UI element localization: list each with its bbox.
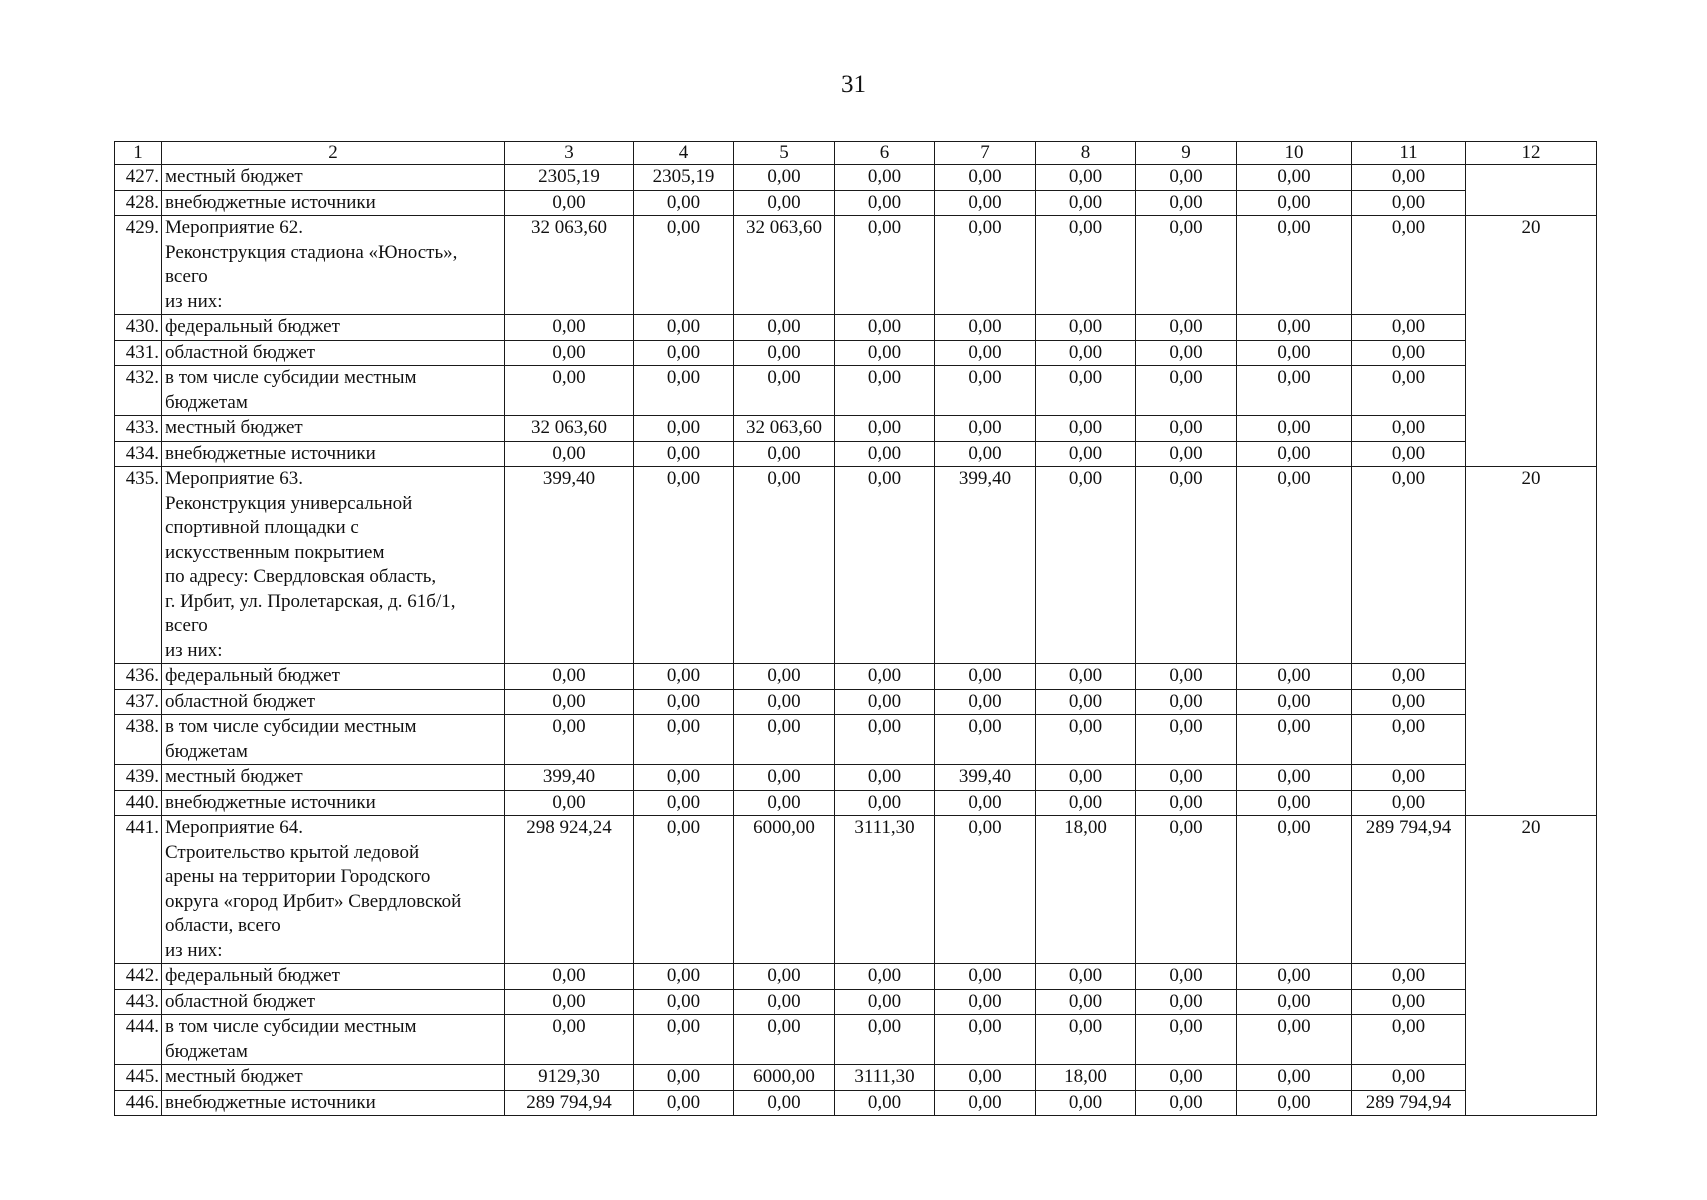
cell-value-col-12: [1466, 441, 1597, 467]
table-row: [115, 467, 1597, 664]
column-header: 11: [1352, 142, 1466, 165]
table-row: [115, 765, 1597, 791]
row-description: внебюджетные источники: [162, 1090, 505, 1116]
cell-value-col-12: [1466, 715, 1597, 765]
cell-value-col-11: 0,00: [1352, 765, 1466, 791]
cell-value-col-9: 0,00: [1136, 664, 1237, 690]
table-row: [115, 1065, 1597, 1091]
table-row: [115, 441, 1597, 467]
cell-value-col-10: 0,00: [1237, 216, 1352, 315]
cell-value-col-5: 0,00: [734, 689, 835, 715]
row-description: местный бюджет: [162, 765, 505, 791]
cell-value-col-4: 0,00: [634, 1015, 734, 1065]
cell-value-col-12: [1466, 765, 1597, 791]
cell-value-col-4: 0,00: [634, 664, 734, 690]
cell-value-col-4: 0,00: [634, 366, 734, 416]
cell-value-col-6: 0,00: [835, 416, 935, 442]
cell-value-col-8: 0,00: [1036, 964, 1136, 990]
table-row: [115, 165, 1597, 191]
cell-value-col-7: 0,00: [935, 689, 1036, 715]
cell-value-col-3: 0,00: [505, 689, 634, 715]
row-number: 433.: [115, 416, 162, 442]
cell-value-col-8: 0,00: [1036, 664, 1136, 690]
cell-value-col-10: 0,00: [1237, 441, 1352, 467]
cell-value-col-7: 0,00: [935, 366, 1036, 416]
cell-value-col-10: 0,00: [1237, 340, 1352, 366]
column-header: 3: [505, 142, 634, 165]
cell-value-col-7: 0,00: [935, 790, 1036, 816]
cell-value-col-10: 0,00: [1237, 165, 1352, 191]
cell-value-col-6: 0,00: [835, 441, 935, 467]
cell-value-col-8: 0,00: [1036, 1015, 1136, 1065]
row-description: федеральный бюджет: [162, 664, 505, 690]
cell-value-col-3: 32 063,60: [505, 216, 634, 315]
column-header: 6: [835, 142, 935, 165]
cell-value-col-12: [1466, 315, 1597, 341]
row-description: областной бюджет: [162, 989, 505, 1015]
row-number: 435.: [115, 467, 162, 664]
cell-value-col-10: 0,00: [1237, 964, 1352, 990]
cell-value-col-12: [1466, 416, 1597, 442]
cell-value-col-5: 0,00: [734, 964, 835, 990]
cell-value-col-4: 0,00: [634, 964, 734, 990]
cell-value-col-5: 6000,00: [734, 1065, 835, 1091]
cell-value-col-6: 0,00: [835, 216, 935, 315]
cell-value-col-9: 0,00: [1136, 441, 1237, 467]
cell-value-col-8: 0,00: [1036, 989, 1136, 1015]
cell-value-col-5: 0,00: [734, 715, 835, 765]
cell-value-col-9: 0,00: [1136, 989, 1237, 1015]
cell-value-col-7: 0,00: [935, 441, 1036, 467]
cell-value-col-9: 0,00: [1136, 190, 1237, 216]
cell-value-col-8: 0,00: [1036, 416, 1136, 442]
cell-value-col-11: 0,00: [1352, 216, 1466, 315]
row-number: 439.: [115, 765, 162, 791]
cell-value-col-4: 0,00: [634, 340, 734, 366]
cell-value-col-5: 0,00: [734, 765, 835, 791]
cell-value-col-4: 0,00: [634, 315, 734, 341]
cell-value-col-7: 0,00: [935, 816, 1036, 964]
cell-value-col-12: 20: [1466, 467, 1597, 664]
row-description: областной бюджет: [162, 689, 505, 715]
table-row: [115, 416, 1597, 442]
cell-value-col-9: 0,00: [1136, 964, 1237, 990]
cell-value-col-3: 399,40: [505, 467, 634, 664]
cell-value-col-12: [1466, 989, 1597, 1015]
row-number: 443.: [115, 989, 162, 1015]
cell-value-col-8: 0,00: [1036, 689, 1136, 715]
row-description: Мероприятие 64. Строительство крытой ледовой арены на территории Городского округа «город Ирбит» Свердловской области, всего из них:: [162, 816, 505, 964]
table-row: [115, 315, 1597, 341]
cell-value-col-11: 0,00: [1352, 664, 1466, 690]
cell-value-col-3: 2305,19: [505, 165, 634, 191]
column-header: 1: [115, 142, 162, 165]
row-number: 430.: [115, 315, 162, 341]
cell-value-col-9: 0,00: [1136, 416, 1237, 442]
cell-value-col-11: 289 794,94: [1352, 1090, 1466, 1116]
cell-value-col-3: 399,40: [505, 765, 634, 791]
cell-value-col-6: 0,00: [835, 989, 935, 1015]
cell-value-col-10: 0,00: [1237, 816, 1352, 964]
cell-value-col-3: 298 924,24: [505, 816, 634, 964]
cell-value-col-10: 0,00: [1237, 315, 1352, 341]
cell-value-col-9: 0,00: [1136, 689, 1237, 715]
row-description: в том числе субсидии местным бюджетам: [162, 366, 505, 416]
cell-value-col-6: 0,00: [835, 165, 935, 191]
cell-value-col-4: 2305,19: [634, 165, 734, 191]
cell-value-col-3: 0,00: [505, 315, 634, 341]
page-number: 31: [841, 71, 866, 98]
cell-value-col-3: 0,00: [505, 340, 634, 366]
cell-value-col-5: 6000,00: [734, 816, 835, 964]
table-row: [115, 366, 1597, 416]
cell-value-col-11: 0,00: [1352, 366, 1466, 416]
cell-value-col-6: 0,00: [835, 366, 935, 416]
table-row: [115, 216, 1597, 315]
cell-value-col-8: 0,00: [1036, 715, 1136, 765]
cell-value-col-10: 0,00: [1237, 664, 1352, 690]
cell-value-col-3: 0,00: [505, 1015, 634, 1065]
cell-value-col-9: 0,00: [1136, 366, 1237, 416]
cell-value-col-4: 0,00: [634, 715, 734, 765]
cell-value-col-6: 0,00: [835, 467, 935, 664]
cell-value-col-6: 0,00: [835, 715, 935, 765]
cell-value-col-3: 32 063,60: [505, 416, 634, 442]
cell-value-col-12: [1466, 790, 1597, 816]
cell-value-col-11: 0,00: [1352, 964, 1466, 990]
row-number: 432.: [115, 366, 162, 416]
cell-value-col-3: 9129,30: [505, 1065, 634, 1091]
table-row: [115, 1015, 1597, 1065]
cell-value-col-7: 0,00: [935, 715, 1036, 765]
cell-value-col-10: 0,00: [1237, 790, 1352, 816]
row-description: местный бюджет: [162, 416, 505, 442]
row-number: 434.: [115, 441, 162, 467]
cell-value-col-6: 0,00: [835, 790, 935, 816]
cell-value-col-8: 0,00: [1036, 1090, 1136, 1116]
cell-value-col-6: 0,00: [835, 664, 935, 690]
cell-value-col-7: 399,40: [935, 467, 1036, 664]
cell-value-col-7: 0,00: [935, 1065, 1036, 1091]
cell-value-col-4: 0,00: [634, 989, 734, 1015]
cell-value-col-9: 0,00: [1136, 816, 1237, 964]
cell-value-col-11: 0,00: [1352, 689, 1466, 715]
cell-value-col-8: 0,00: [1036, 340, 1136, 366]
table-row: [115, 190, 1597, 216]
table-row: [115, 689, 1597, 715]
cell-value-col-11: 0,00: [1352, 989, 1466, 1015]
cell-value-col-5: 32 063,60: [734, 416, 835, 442]
cell-value-col-8: 18,00: [1036, 816, 1136, 964]
cell-value-col-5: 0,00: [734, 989, 835, 1015]
cell-value-col-8: 0,00: [1036, 366, 1136, 416]
cell-value-col-10: 0,00: [1237, 1065, 1352, 1091]
cell-value-col-12: [1466, 190, 1597, 216]
table-row: [115, 816, 1597, 964]
cell-value-col-10: 0,00: [1237, 1090, 1352, 1116]
row-description: в том числе субсидии местным бюджетам: [162, 1015, 505, 1065]
cell-value-col-6: 0,00: [835, 1090, 935, 1116]
cell-value-col-8: 0,00: [1036, 467, 1136, 664]
cell-value-col-5: 0,00: [734, 467, 835, 664]
row-description: внебюджетные источники: [162, 190, 505, 216]
row-number: 437.: [115, 689, 162, 715]
cell-value-col-5: 0,00: [734, 190, 835, 216]
cell-value-col-3: 0,00: [505, 989, 634, 1015]
cell-value-col-3: 0,00: [505, 366, 634, 416]
cell-value-col-6: 0,00: [835, 190, 935, 216]
cell-value-col-8: 0,00: [1036, 190, 1136, 216]
cell-value-col-11: 0,00: [1352, 1015, 1466, 1065]
cell-value-col-11: 0,00: [1352, 790, 1466, 816]
table-row: [115, 1090, 1597, 1116]
cell-value-col-3: 289 794,94: [505, 1090, 634, 1116]
cell-value-col-10: 0,00: [1237, 765, 1352, 791]
cell-value-col-10: 0,00: [1237, 366, 1352, 416]
cell-value-col-7: 0,00: [935, 165, 1036, 191]
cell-value-col-12: [1466, 366, 1597, 416]
cell-value-col-12: [1466, 664, 1597, 690]
cell-value-col-12: [1466, 340, 1597, 366]
row-number: 441.: [115, 816, 162, 964]
cell-value-col-7: 0,00: [935, 216, 1036, 315]
cell-value-col-9: 0,00: [1136, 216, 1237, 315]
cell-value-col-8: 0,00: [1036, 765, 1136, 791]
column-header: 2: [162, 142, 505, 165]
cell-value-col-8: 0,00: [1036, 790, 1136, 816]
cell-value-col-4: 0,00: [634, 816, 734, 964]
cell-value-col-5: 0,00: [734, 441, 835, 467]
row-number: 442.: [115, 964, 162, 990]
cell-value-col-11: 0,00: [1352, 467, 1466, 664]
cell-value-col-4: 0,00: [634, 765, 734, 791]
cell-value-col-7: 0,00: [935, 416, 1036, 442]
cell-value-col-4: 0,00: [634, 1065, 734, 1091]
cell-value-col-7: 399,40: [935, 765, 1036, 791]
row-number: 446.: [115, 1090, 162, 1116]
cell-value-col-8: 0,00: [1036, 315, 1136, 341]
cell-value-col-4: 0,00: [634, 216, 734, 315]
cell-value-col-5: 0,00: [734, 790, 835, 816]
column-header: 4: [634, 142, 734, 165]
cell-value-col-8: 18,00: [1036, 1065, 1136, 1091]
row-description: местный бюджет: [162, 165, 505, 191]
row-number: 445.: [115, 1065, 162, 1091]
row-number: 438.: [115, 715, 162, 765]
cell-value-col-7: 0,00: [935, 664, 1036, 690]
row-description: внебюджетные источники: [162, 441, 505, 467]
row-number: 428.: [115, 190, 162, 216]
cell-value-col-4: 0,00: [634, 190, 734, 216]
cell-value-col-11: 0,00: [1352, 1065, 1466, 1091]
row-description: в том числе субсидии местным бюджетам: [162, 715, 505, 765]
row-description: местный бюджет: [162, 1065, 505, 1091]
cell-value-col-12: 20: [1466, 216, 1597, 315]
row-description: Мероприятие 63. Реконструкция универсальной спортивной площадки с искусственным покрытием по адресу: Свердловская область, г. Ирбит, ул. Пролетарская, д. 61б/1, всего из них:: [162, 467, 505, 664]
cell-value-col-7: 0,00: [935, 190, 1036, 216]
cell-value-col-6: 3111,30: [835, 816, 935, 964]
cell-value-col-7: 0,00: [935, 1090, 1036, 1116]
cell-value-col-11: 289 794,94: [1352, 816, 1466, 964]
row-number: 436.: [115, 664, 162, 690]
cell-value-col-3: 0,00: [505, 664, 634, 690]
cell-value-col-12: [1466, 1065, 1597, 1091]
cell-value-col-11: 0,00: [1352, 165, 1466, 191]
cell-value-col-7: 0,00: [935, 964, 1036, 990]
cell-value-col-11: 0,00: [1352, 190, 1466, 216]
cell-value-col-7: 0,00: [935, 989, 1036, 1015]
row-description: федеральный бюджет: [162, 315, 505, 341]
cell-value-col-11: 0,00: [1352, 416, 1466, 442]
cell-value-col-3: 0,00: [505, 441, 634, 467]
table-row: [115, 989, 1597, 1015]
column-header: 7: [935, 142, 1036, 165]
column-header: 5: [734, 142, 835, 165]
cell-value-col-6: 0,00: [835, 315, 935, 341]
cell-value-col-9: 0,00: [1136, 790, 1237, 816]
cell-value-col-4: 0,00: [634, 416, 734, 442]
cell-value-col-5: 0,00: [734, 165, 835, 191]
cell-value-col-10: 0,00: [1237, 715, 1352, 765]
cell-value-col-10: 0,00: [1237, 467, 1352, 664]
cell-value-col-4: 0,00: [634, 689, 734, 715]
cell-value-col-5: 32 063,60: [734, 216, 835, 315]
cell-value-col-4: 0,00: [634, 1090, 734, 1116]
cell-value-col-12: [1466, 165, 1597, 191]
cell-value-col-3: 0,00: [505, 715, 634, 765]
cell-value-col-5: 0,00: [734, 1015, 835, 1065]
cell-value-col-6: 0,00: [835, 340, 935, 366]
cell-value-col-6: 0,00: [835, 1015, 935, 1065]
row-description: федеральный бюджет: [162, 964, 505, 990]
cell-value-col-7: 0,00: [935, 340, 1036, 366]
cell-value-col-5: 0,00: [734, 1090, 835, 1116]
row-number: 440.: [115, 790, 162, 816]
cell-value-col-8: 0,00: [1036, 165, 1136, 191]
cell-value-col-5: 0,00: [734, 340, 835, 366]
cell-value-col-3: 0,00: [505, 964, 634, 990]
table-row: [115, 964, 1597, 990]
table-row: [115, 664, 1597, 690]
cell-value-col-9: 0,00: [1136, 1015, 1237, 1065]
cell-value-col-10: 0,00: [1237, 190, 1352, 216]
cell-value-col-12: [1466, 689, 1597, 715]
row-number: 444.: [115, 1015, 162, 1065]
row-number: 429.: [115, 216, 162, 315]
budget-table: [114, 141, 1597, 1116]
cell-value-col-3: 0,00: [505, 190, 634, 216]
column-header: 10: [1237, 142, 1352, 165]
row-description: Мероприятие 62. Реконструкция стадиона «Юность», всего из них:: [162, 216, 505, 315]
cell-value-col-9: 0,00: [1136, 715, 1237, 765]
cell-value-col-10: 0,00: [1237, 1015, 1352, 1065]
cell-value-col-6: 3111,30: [835, 1065, 935, 1091]
cell-value-col-7: 0,00: [935, 1015, 1036, 1065]
cell-value-col-11: 0,00: [1352, 441, 1466, 467]
cell-value-col-4: 0,00: [634, 441, 734, 467]
cell-value-col-8: 0,00: [1036, 441, 1136, 467]
cell-value-col-11: 0,00: [1352, 715, 1466, 765]
cell-value-col-12: 20: [1466, 816, 1597, 964]
table-header-row: [115, 142, 1597, 165]
cell-value-col-5: 0,00: [734, 366, 835, 416]
table-row: [115, 340, 1597, 366]
column-header: 9: [1136, 142, 1237, 165]
cell-value-col-4: 0,00: [634, 467, 734, 664]
column-header: 8: [1036, 142, 1136, 165]
cell-value-col-11: 0,00: [1352, 340, 1466, 366]
cell-value-col-9: 0,00: [1136, 467, 1237, 664]
cell-value-col-12: [1466, 1090, 1597, 1116]
cell-value-col-5: 0,00: [734, 315, 835, 341]
row-number: 427.: [115, 165, 162, 191]
cell-value-col-9: 0,00: [1136, 165, 1237, 191]
cell-value-col-12: [1466, 1015, 1597, 1065]
cell-value-col-10: 0,00: [1237, 689, 1352, 715]
cell-value-col-6: 0,00: [835, 689, 935, 715]
cell-value-col-7: 0,00: [935, 315, 1036, 341]
cell-value-col-8: 0,00: [1036, 216, 1136, 315]
cell-value-col-10: 0,00: [1237, 989, 1352, 1015]
row-description: внебюджетные источники: [162, 790, 505, 816]
table-body: [115, 142, 1597, 1116]
cell-value-col-10: 0,00: [1237, 416, 1352, 442]
column-header: 12: [1466, 142, 1597, 165]
cell-value-col-6: 0,00: [835, 964, 935, 990]
cell-value-col-9: 0,00: [1136, 1065, 1237, 1091]
table-row: [115, 715, 1597, 765]
cell-value-col-5: 0,00: [734, 664, 835, 690]
cell-value-col-9: 0,00: [1136, 340, 1237, 366]
cell-value-col-12: [1466, 964, 1597, 990]
cell-value-col-4: 0,00: [634, 790, 734, 816]
row-number: 431.: [115, 340, 162, 366]
cell-value-col-11: 0,00: [1352, 315, 1466, 341]
cell-value-col-9: 0,00: [1136, 1090, 1237, 1116]
table-row: [115, 790, 1597, 816]
cell-value-col-9: 0,00: [1136, 315, 1237, 341]
cell-value-col-3: 0,00: [505, 790, 634, 816]
row-description: областной бюджет: [162, 340, 505, 366]
cell-value-col-9: 0,00: [1136, 765, 1237, 791]
cell-value-col-6: 0,00: [835, 765, 935, 791]
